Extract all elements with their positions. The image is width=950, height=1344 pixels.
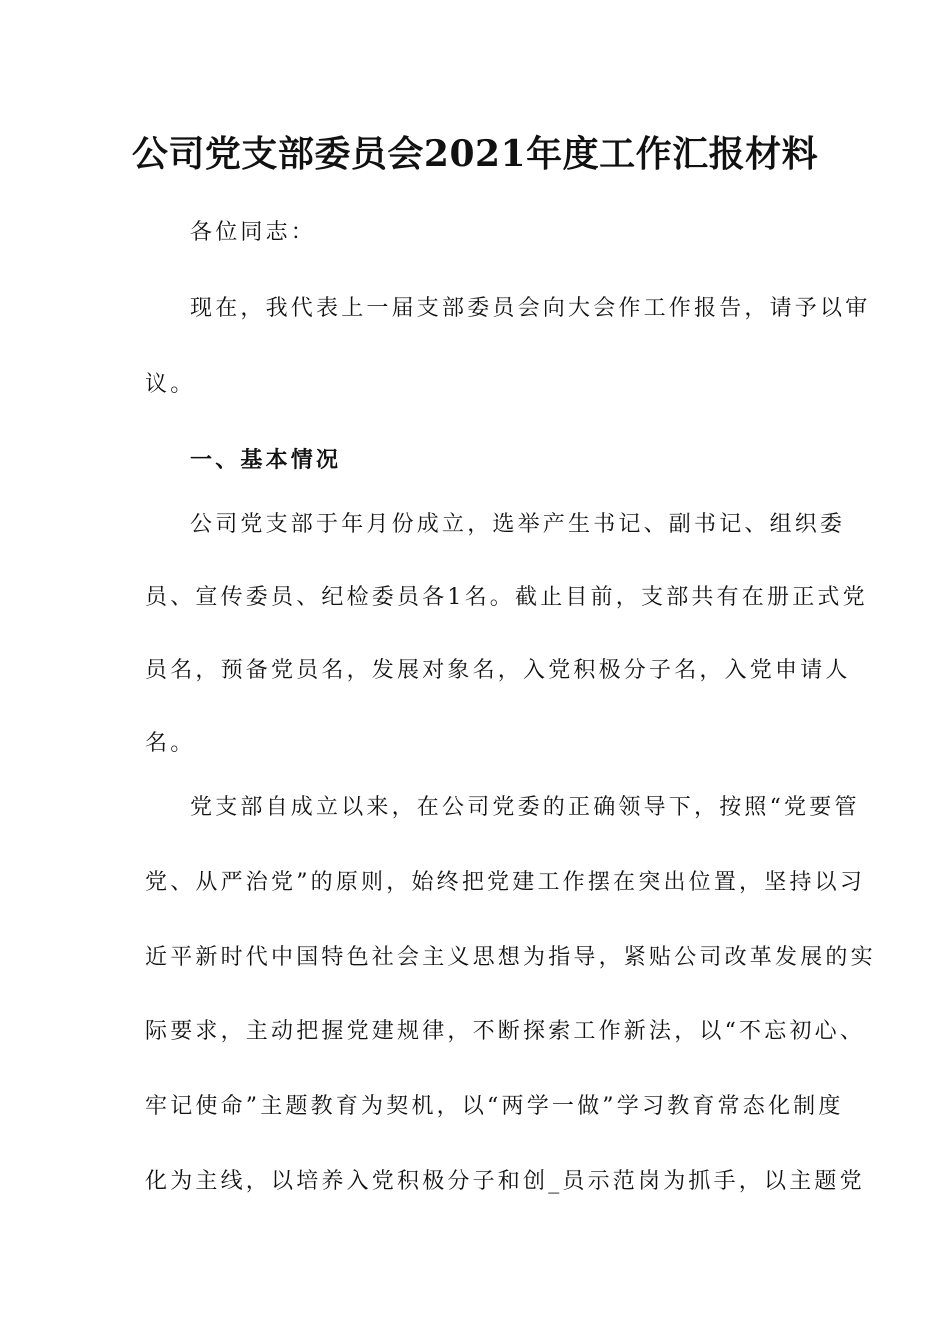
paragraph-line: 党支部自成立以来，在公司党委的正确领导下，按照“党要管 [190, 795, 860, 820]
salutation: 各位同志： [190, 220, 317, 245]
paragraph-line: 名。 [145, 731, 196, 756]
paragraph-line: 近平新时代中国特色社会主义思想为指导，紧贴公司改革发展的实 [145, 945, 876, 970]
paragraph-line: 党、从严治党”的原则，始终把党建工作摆在突出位置，坚持以习 [145, 870, 866, 895]
paragraph-line: 现在，我代表上一届支部委员会向大会作工作报告，请予以审 [190, 296, 871, 321]
document-title: 公司党支部委员会2021年度工作汇报材料 [131, 133, 819, 175]
paragraph-line: 员、宣传委员、纪检委员各1名。截止目前，支部共有在册正式党 [145, 585, 868, 610]
section-heading: 一、基本情况 [190, 447, 342, 473]
paragraph-line: 公司党支部于年月份成立，选举产生书记、副书记、组织委 [190, 512, 846, 537]
paragraph-line: 议。 [145, 372, 196, 397]
paragraph-line: 员名，预备党员名，发展对象名，入党积极分子名，入党申请人 [145, 658, 851, 683]
paragraph-line: 际要求，主动把握党建规律，不断探索工作新法，以“不忘初心、 [145, 1019, 866, 1044]
paragraph-line: 牢记使命”主题教育为契机，以“两学一做”学习教育常态化制度 [145, 1094, 844, 1119]
paragraph-line: 化为主线，以培养入党积极分子和创_员示范岗为抓手，以主题党 [145, 1169, 865, 1194]
